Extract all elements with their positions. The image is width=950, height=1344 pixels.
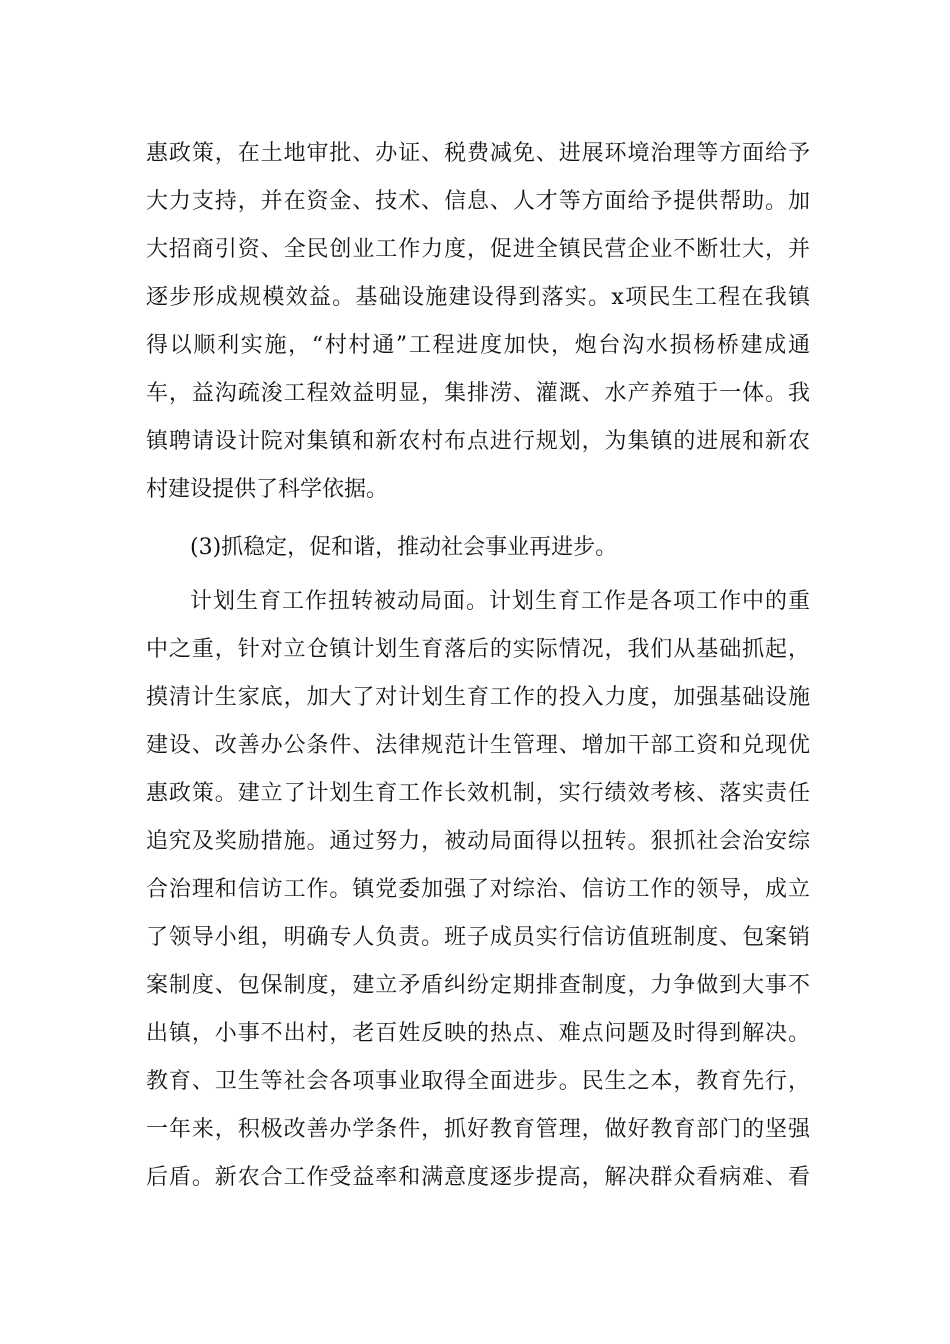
text-line: 计划生育工作扭转被动局面。计划生育工作是各项工作中的重 <box>190 589 810 614</box>
text-line: 得以顺利实施，“村村通”工程进度加快，炮台沟水损杨桥建成通 <box>146 333 810 358</box>
text-line: 逐步形成规模效益。基础设施建设得到落实。x项民生工程在我镇 <box>146 285 810 310</box>
section-heading-text: (3)抓稳定，促和谐，推动社会事业再进步。 <box>190 535 618 560</box>
text-line: 案制度、包保制度，建立矛盾纠纷定期排查制度，力争做到大事不 <box>146 973 810 998</box>
text-line: 教育、卫生等社会各项事业取得全面进步。民生之本，教育先行， <box>146 1069 810 1094</box>
text-line: 建设、改善办公条件、法律规范计生管理、增加干部工资和兑现优 <box>146 733 810 758</box>
text-line: 一年来，积极改善办学条件，抓好教育管理，做好教育部门的坚强 <box>146 1117 810 1142</box>
text-line: 大招商引资、全民创业工作力度，促进全镇民营企业不断壮大，并 <box>146 237 810 262</box>
text-line: 大力支持，并在资金、技术、信息、人才等方面给予提供帮助。加 <box>146 189 810 214</box>
text-line: 惠政策。建立了计划生育工作长效机制，实行绩效考核、落实责任 <box>146 781 810 806</box>
text-line: 镇聘请设计院对集镇和新农村布点进行规划，为集镇的进展和新农 <box>146 429 810 454</box>
text-line: 出镇，小事不出村，老百姓反映的热点、难点问题及时得到解决。 <box>146 1021 810 1046</box>
text-line: 了领导小组，明确专人负责。班子成员实行信访值班制度、包案销 <box>146 925 810 950</box>
text-line: 摸清计生家底，加大了对计划生育工作的投入力度，加强基础设施 <box>146 685 810 710</box>
text-line: 车，益沟疏浚工程效益明显，集排涝、灌溉、水产养殖于一体。我 <box>146 381 810 406</box>
paragraph-1 <box>146 130 810 514</box>
text-line: 村建设提供了科学依据。 <box>146 477 389 502</box>
paragraph-2 <box>146 578 810 1202</box>
text-line: 追究及奖励措施。通过努力，被动局面得以扭转。狠抓社会治安综 <box>146 829 810 854</box>
section-heading <box>146 524 810 572</box>
text-line: 后盾。新农合工作受益率和满意度逐步提高，解决群众看病难、看 <box>146 1165 810 1190</box>
text-line: 惠政策，在土地审批、办证、税费减免、进展环境治理等方面给予 <box>146 141 810 166</box>
text-line: 合治理和信访工作。镇党委加强了对综治、信访工作的领导，成立 <box>146 877 810 902</box>
text-line: 中之重，针对立仓镇计划生育落后的实际情况，我们从基础抓起， <box>146 637 810 662</box>
